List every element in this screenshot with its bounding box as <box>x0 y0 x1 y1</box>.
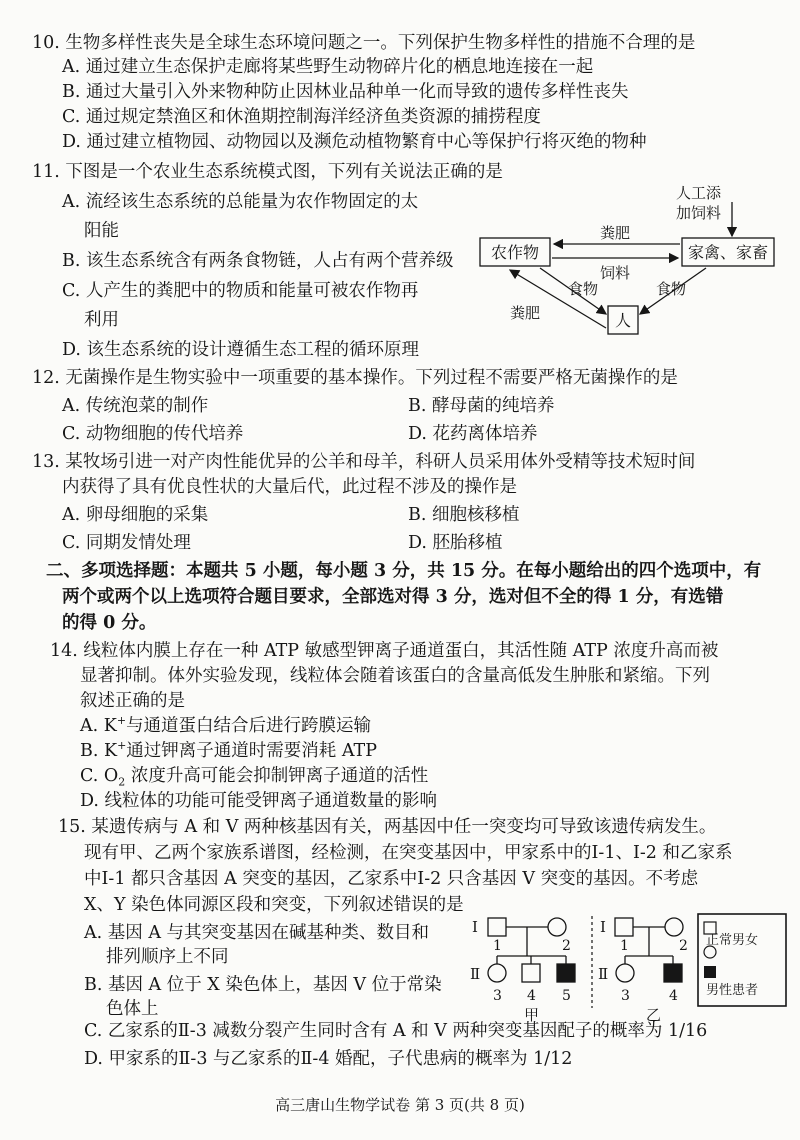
q11-option-c-cont: 利用 <box>84 310 119 330</box>
jia-II5-number: 5 <box>562 988 571 1004</box>
jia-I1-number: 1 <box>493 938 502 954</box>
yi-II4-number: 4 <box>669 988 678 1004</box>
q15-option-a: A. 基因 A 与其突变基因在碱基种类、数目和 <box>84 923 430 943</box>
jia-II4-male <box>522 964 540 982</box>
q10-stem: 10. 生物多样性丧失是全球生态环境问题之一。下列保护生物多样性的措施不合理的是 <box>32 33 696 53</box>
yi-II3-female <box>616 964 634 982</box>
q13-option-d: D. 胚胎移植 <box>408 533 503 553</box>
q11-option-a: A. 流经该生态系统的总能量为农作物固定的太 <box>62 192 419 212</box>
q14-stem-3: 叙述正确的是 <box>80 691 185 711</box>
pedigree-diagrams <box>470 912 790 1024</box>
feed-input-label-2: 加饲料 <box>676 204 722 222</box>
jia-II5-affected-male <box>557 964 575 982</box>
q12-option-b: B. 酵母菌的纯培养 <box>408 396 555 416</box>
jia-I2-female <box>548 918 566 936</box>
section2-header-3: 的得 0 分。 <box>62 613 157 633</box>
legend-patient-icon <box>704 966 716 978</box>
yi-I2-number: 2 <box>679 938 688 954</box>
q14-option-b: B. K+通过钾离子通道时需要消耗 ATP <box>80 739 377 761</box>
q12-option-a: A. 传统泡菜的制作 <box>62 396 209 416</box>
q10-option-a: A. 通过建立生态保护走廊将某些野生动物碎片化的栖息地连接在一起 <box>62 57 594 77</box>
jia-I2-number: 2 <box>562 938 571 954</box>
food-left-label: 食物 <box>568 280 599 298</box>
q10-option-d: D. 通过建立植物园、动物园以及濒危动植物繁育中心等保护行将灭绝的物种 <box>62 132 647 152</box>
q15-option-a-cont: 排列顺序上不同 <box>106 947 229 967</box>
crop-label: 农作物 <box>490 243 540 262</box>
q13-stem-1: 13. 某牧场引进一对产肉性能优异的公羊和母羊，科研人员采用体外受精等技术短时间 <box>32 452 696 472</box>
q12-option-c: C. 动物细胞的传代培养 <box>62 424 244 444</box>
q15-stem-2: 现有甲、乙两个家族系谱图，经检测，在突变基因中，甲家系中的Ⅰ-1、Ⅰ-2 和乙家系 <box>84 843 733 863</box>
q12-option-d: D. 花药离体培养 <box>408 424 538 444</box>
q11-option-c: C. 人产生的粪肥中的物质和能量可被农作物再 <box>62 281 419 301</box>
q13-stem-2: 内获得了具有优良性状的大量后代，此过程不涉及的操作是 <box>62 477 517 497</box>
yi-family-label: 乙 <box>646 1006 662 1024</box>
q15-stem-3: 中Ⅰ-1 都只含基因 A 突变的基因，乙家系中Ⅰ-2 只含基因 V 突变的基因。不考虑 <box>84 869 699 889</box>
manure-left-label: 粪肥 <box>510 304 541 322</box>
manure-top-label: 粪肥 <box>600 224 631 242</box>
q11-stem: 11. 下图是一个农业生态系统模式图，下列有关说法正确的是 <box>32 162 503 182</box>
q13-option-b: B. 细胞核移植 <box>408 505 520 525</box>
jia-II4-number: 4 <box>527 988 536 1004</box>
section2-header-1: 二、多项选择题：本题共 5 小题，每小题 3 分，共 15 分。在每小题给出的四个选项中，有 <box>46 561 762 581</box>
q12-stem: 12. 无菌操作是生物实验中一项重要的基本操作。下列过程不需要严格无菌操作的是 <box>32 368 678 388</box>
q14-stem-2: 显著抑制。体外实验发现，线粒体会随着该蛋白的含量高低发生肿胀和紧缩。下列 <box>80 666 710 686</box>
yi-I1-male <box>615 918 633 936</box>
page-footer: 高三唐山生物学试卷 第 3 页(共 8 页) <box>275 1096 525 1114</box>
q11-option-d: D. 该生态系统的设计遵循生态工程的循环原理 <box>62 340 420 360</box>
jia-gen1-label: Ⅰ <box>472 918 478 936</box>
yi-gen1-label: Ⅰ <box>600 918 606 936</box>
ecosystem-diagram <box>470 182 780 342</box>
jia-family-label: 甲 <box>524 1006 540 1024</box>
yi-gen2-label: Ⅱ <box>598 965 609 983</box>
q14-stem-1: 14. 线粒体内膜上存在一种 ATP 敏感型钾离子通道蛋白，其活性随 ATP 浓度升高而被 <box>50 641 719 661</box>
q15-option-b-cont: 色体上 <box>106 999 159 1019</box>
legend-patient-label: 男性患者 <box>706 983 759 998</box>
jia-II3-number: 3 <box>493 988 502 1004</box>
food-right-label: 食物 <box>656 280 687 298</box>
q13-option-a: A. 卵母细胞的采集 <box>62 505 209 525</box>
q11-option-a-cont: 阳能 <box>84 221 119 241</box>
q11-option-b: B. 该生态系统含有两条食物链，人占有两个营养级 <box>62 251 454 271</box>
q14-option-d: D. 线粒体的功能可能受钾离子通道数量的影响 <box>80 791 438 811</box>
livestock-label: 家禽、家畜 <box>687 243 769 262</box>
yi-I1-number: 1 <box>620 938 629 954</box>
q14-option-a: A. K+与通道蛋白结合后进行跨膜运输 <box>80 714 372 736</box>
q15-option-d: D. 甲家系的Ⅱ-3 与乙家系的Ⅱ-4 婚配，子代患病的概率为 1/12 <box>84 1049 573 1069</box>
q14-option-c: C. $O_2$ 浓度升高可能会抑制钾离子通道的活性 <box>80 766 429 789</box>
q15-option-b: B. 基因 A 位于 X 染色体上，基因 V 位于常染 <box>84 975 442 995</box>
yi-II3-number: 3 <box>621 988 630 1004</box>
jia-gen2-label: Ⅱ <box>470 965 481 983</box>
yi-I2-female <box>665 918 683 936</box>
yi-II4-affected-male <box>664 964 682 982</box>
q15-stem-4: X、Y 染色体同源区段和突变，下列叙述错误的是 <box>84 895 464 915</box>
jia-I1-male <box>488 918 506 936</box>
q15-stem-1: 15. 某遗传病与 A 和 V 两种核基因有关，两基因中任一突变均可导致该遗传病发生。 <box>58 817 717 837</box>
section2-header-2: 两个或两个以上选项符合题目要求，全部选对得 3 分，选对但不全的得 1 分，有选错 <box>62 587 724 607</box>
human-label: 人 <box>614 311 632 330</box>
legend-normal-label: 正常男女 <box>706 933 759 948</box>
jia-II3-female <box>488 964 506 982</box>
feed-input-label-1: 人工添 <box>676 184 722 202</box>
q15-option-c: C. 乙家系的Ⅱ-3 减数分裂产生同时含有 A 和 V 两种突变基因配子的概率为 1/16 <box>84 1021 708 1041</box>
q10-option-b: B. 通过大量引入外来物种防止因林业品种单一化而导致的遗传多样性丧失 <box>62 82 629 102</box>
fodder-label: 饲料 <box>600 264 631 282</box>
q13-option-c: C. 同期发情处理 <box>62 533 191 553</box>
q10-option-c: C. 通过规定禁渔区和休渔期控制海洋经济鱼类资源的捕捞程度 <box>62 107 541 127</box>
